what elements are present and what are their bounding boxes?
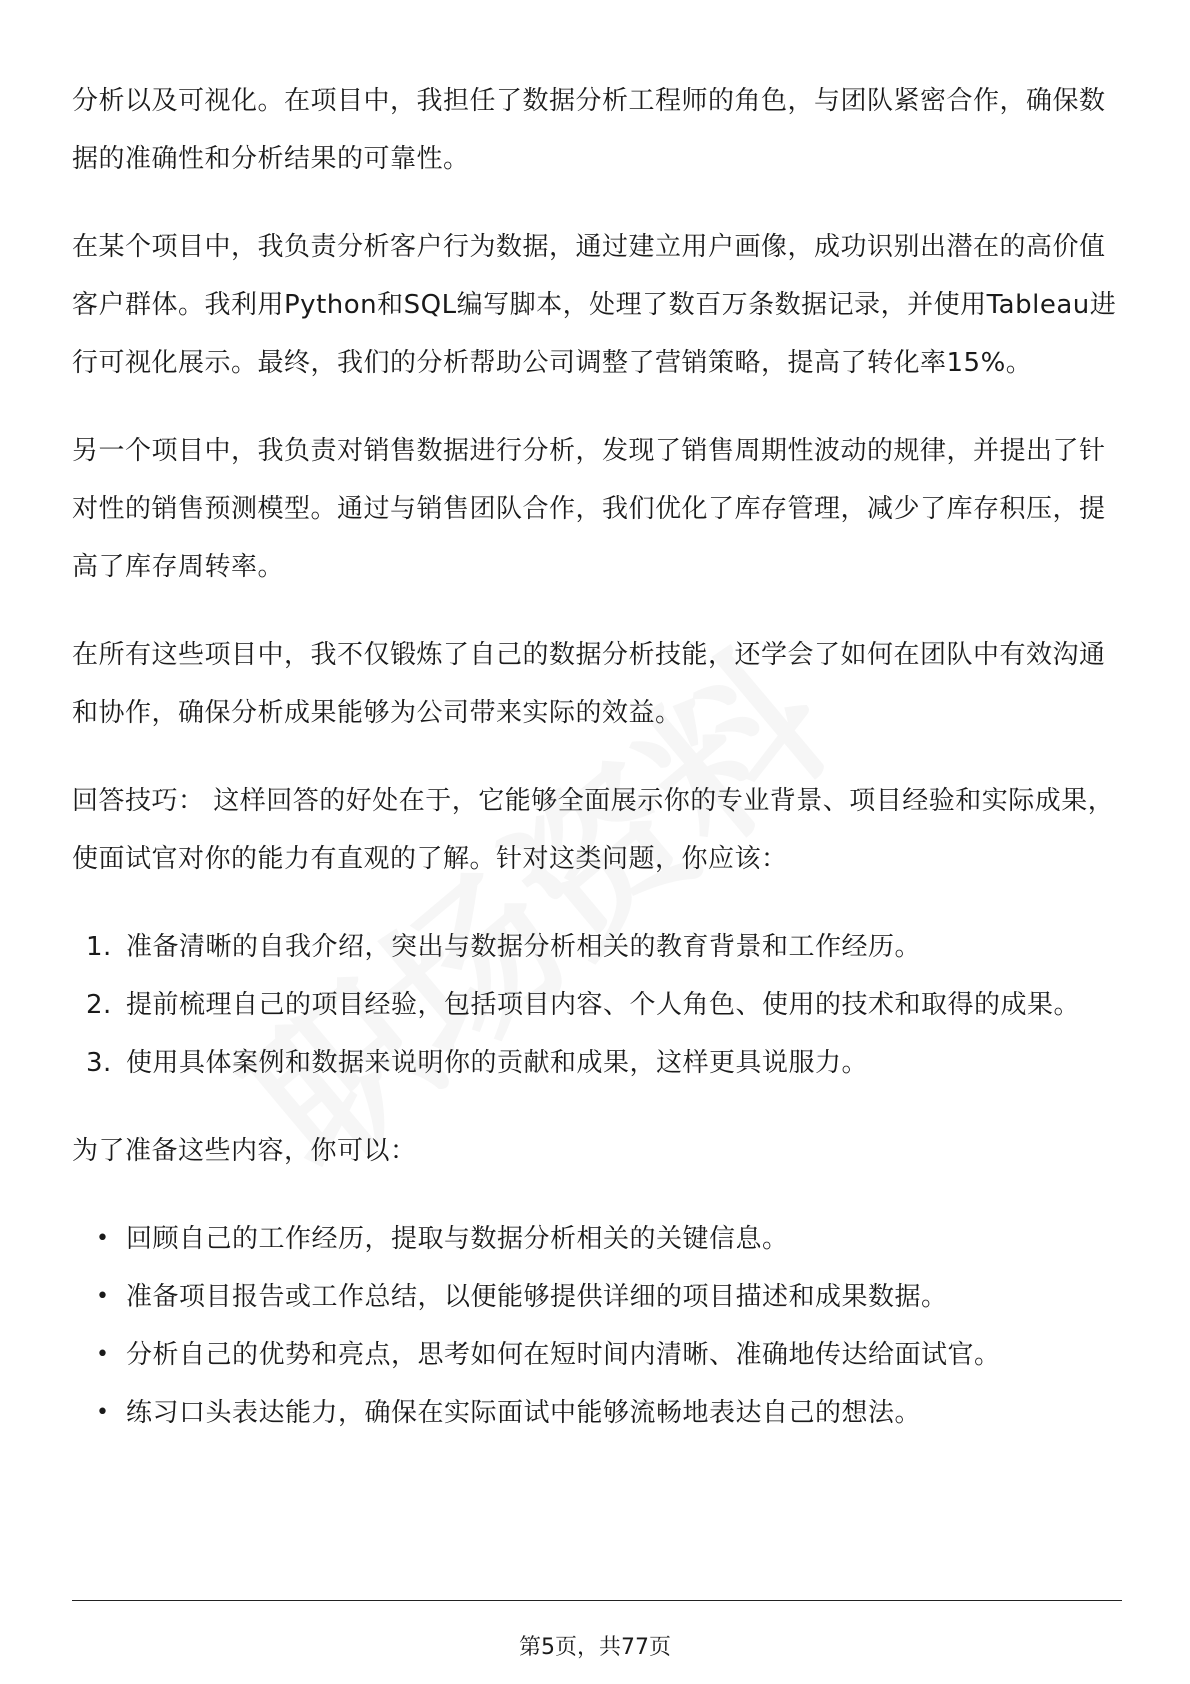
paragraph-preparation: 为了准备这些内容，你可以： xyxy=(72,1136,417,1166)
paragraph-project-sales: 另一个项目中，我负责对销售数据进行分析，发现了销售周期性波动的规律，并提出了针对性的销售预测模型。通过与销售团队合作，我们优化了库存管理，减少了库存积压，提高了库存周转率。 xyxy=(72,436,1106,582)
list-number: 3. xyxy=(86,1048,112,1078)
paragraph-answer-tips: 回答技巧： 这样回答的好处在于，它能够全面展示你的专业背景、项目经验和实际成果，使面试官对你的能力有直观的了解。针对这类问题，你应该： xyxy=(72,786,1115,874)
bullet-list xyxy=(72,1210,1122,1442)
list-item xyxy=(72,1384,1122,1442)
list-item xyxy=(72,1326,1122,1384)
list-item-text: 练习口头表达能力，确保在实际面试中能够流畅地表达自己的想法。 xyxy=(126,1398,922,1428)
list-item-text: 回顾自己的工作经历，提取与数据分析相关的关键信息。 xyxy=(126,1224,789,1254)
list-item xyxy=(72,1268,1122,1326)
page-number: 第5页，共77页 xyxy=(519,1635,671,1660)
footer-divider xyxy=(72,1600,1122,1601)
list-item xyxy=(72,1210,1122,1268)
bullet-icon: • xyxy=(96,1400,110,1425)
list-item-text: 分析自己的优势和亮点，思考如何在短时间内清晰、准确地传达给面试官。 xyxy=(126,1340,1001,1370)
list-number: 2. xyxy=(86,990,112,1020)
paragraph-intro-continued: 分析以及可视化。在项目中，我担任了数据分析工程师的角色，与团队紧密合作，确保数据的准确性和分析结果的可靠性。 xyxy=(72,86,1106,174)
numbered-list xyxy=(72,918,1122,1092)
bullet-icon: • xyxy=(96,1226,110,1251)
list-item xyxy=(72,976,1122,1034)
bullet-icon: • xyxy=(96,1342,110,1367)
paragraph-summary: 在所有这些项目中，我不仅锻炼了自己的数据分析技能，还学会了如何在团队中有效沟通和协作，确保分析成果能够为公司带来实际的效益。 xyxy=(72,640,1106,728)
list-item-text: 准备清晰的自我介绍，突出与数据分析相关的教育背景和工作经历。 xyxy=(126,932,922,962)
list-item-text: 提前梳理自己的项目经验，包括项目内容、个人角色、使用的技术和取得的成果。 xyxy=(126,990,1081,1020)
list-item-text: 使用具体案例和数据来说明你的贡献和成果，这样更具说服力。 xyxy=(126,1048,869,1078)
list-number: 1. xyxy=(86,932,112,962)
document-body xyxy=(72,72,1122,1472)
list-item-text: 准备项目报告或工作总结，以便能够提供详细的项目描述和成果数据。 xyxy=(126,1282,948,1312)
bullet-icon: • xyxy=(96,1284,110,1309)
paragraph-project-customer: 在某个项目中，我负责分析客户行为数据，通过建立用户画像，成功识别出潜在的高价值客户群体。我利用Python和SQL编写脚本，处理了数百万条数据记录，并使用Tableau进行可视化展示。最终，我们的分析帮助公司调整了营销策略，提高了转化率15%。 xyxy=(72,232,1117,378)
list-item xyxy=(72,1034,1122,1092)
list-item xyxy=(72,918,1122,976)
